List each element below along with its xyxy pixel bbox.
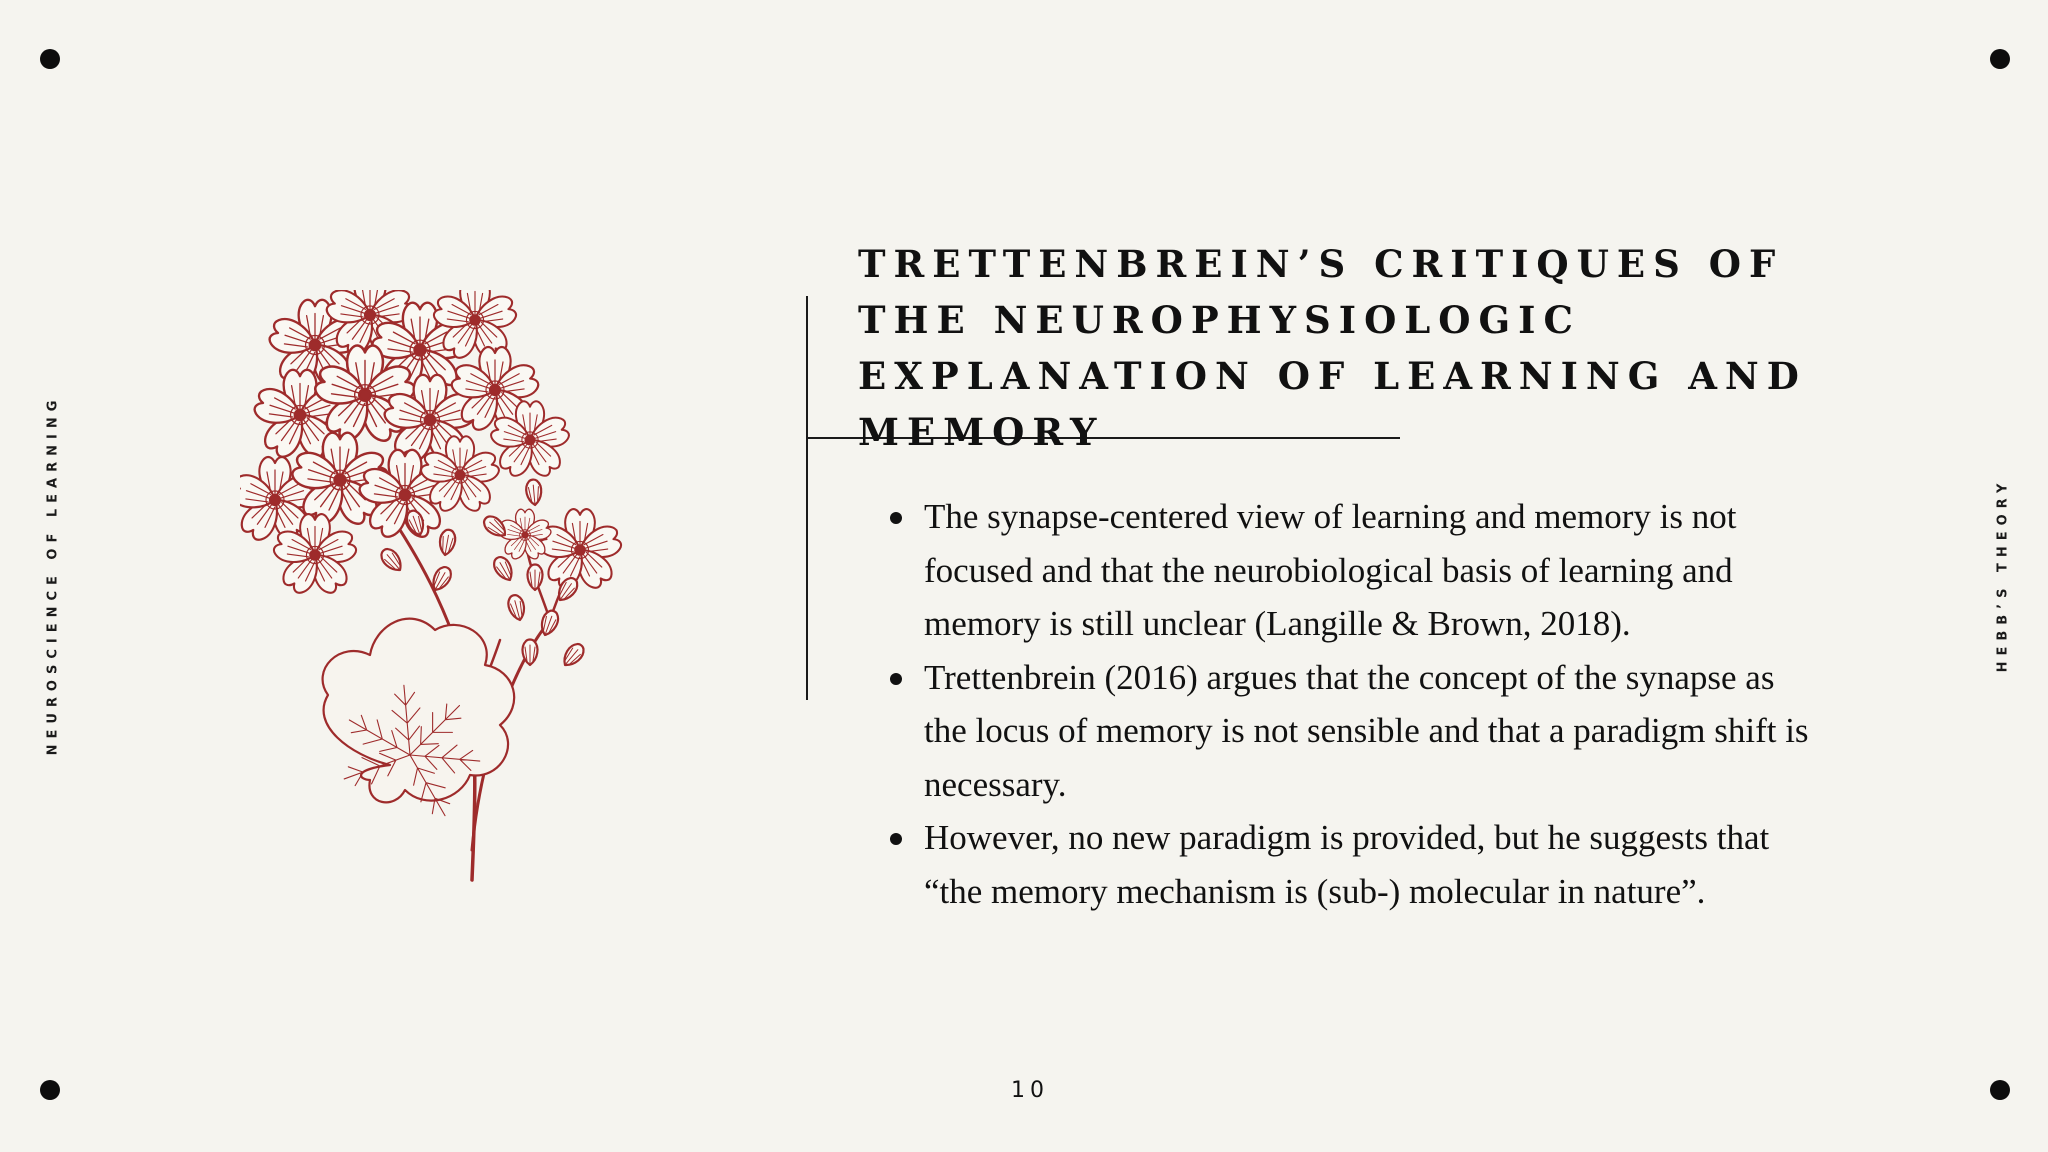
- bullet-text: Trettenbrein (2016) argues that the concept of the synapse as the locus of memory is not sensible and that a paradigm shift is necessary.: [924, 657, 1809, 804]
- vertical-divider: [806, 296, 808, 700]
- side-label-left: NEUROSCIENCE OF LEARNING: [45, 394, 61, 756]
- bullet-dot-icon: [890, 673, 902, 685]
- bullet-text: However, no new paradigm is provided, but he suggests that “the memory mechanism is (sub-) molecular in nature”.: [924, 818, 1770, 911]
- side-label-right: HEBB’S THEORY: [1995, 477, 2011, 673]
- bullet-dot-icon: [890, 833, 902, 845]
- bullet-text: The synapse-centered view of learning and memory is not focused and that the neurobiological basis of learning and memory is still unclear (Langille & Brown, 2018).: [924, 497, 1737, 643]
- page-number: 10: [1011, 1078, 1049, 1103]
- bullet-dot-icon: [890, 512, 902, 524]
- slide-title: TRETTENBREIN’S CRITIQUES OF THE NEUROPHYSIOLOGIC EXPLANATION OF LEARNING AND MEMORY: [858, 242, 1807, 454]
- list-item: [890, 490, 1810, 651]
- list-item: [890, 811, 1810, 918]
- corner-dot-icon: [40, 1080, 60, 1100]
- corner-dot-icon: [1990, 1080, 2010, 1100]
- corner-dot-icon: [40, 49, 60, 69]
- corner-dot-icon: [1990, 49, 2010, 69]
- list-item: [890, 651, 1810, 812]
- bullet-list: [890, 490, 1810, 918]
- geranium-flower-illustration: [240, 290, 760, 900]
